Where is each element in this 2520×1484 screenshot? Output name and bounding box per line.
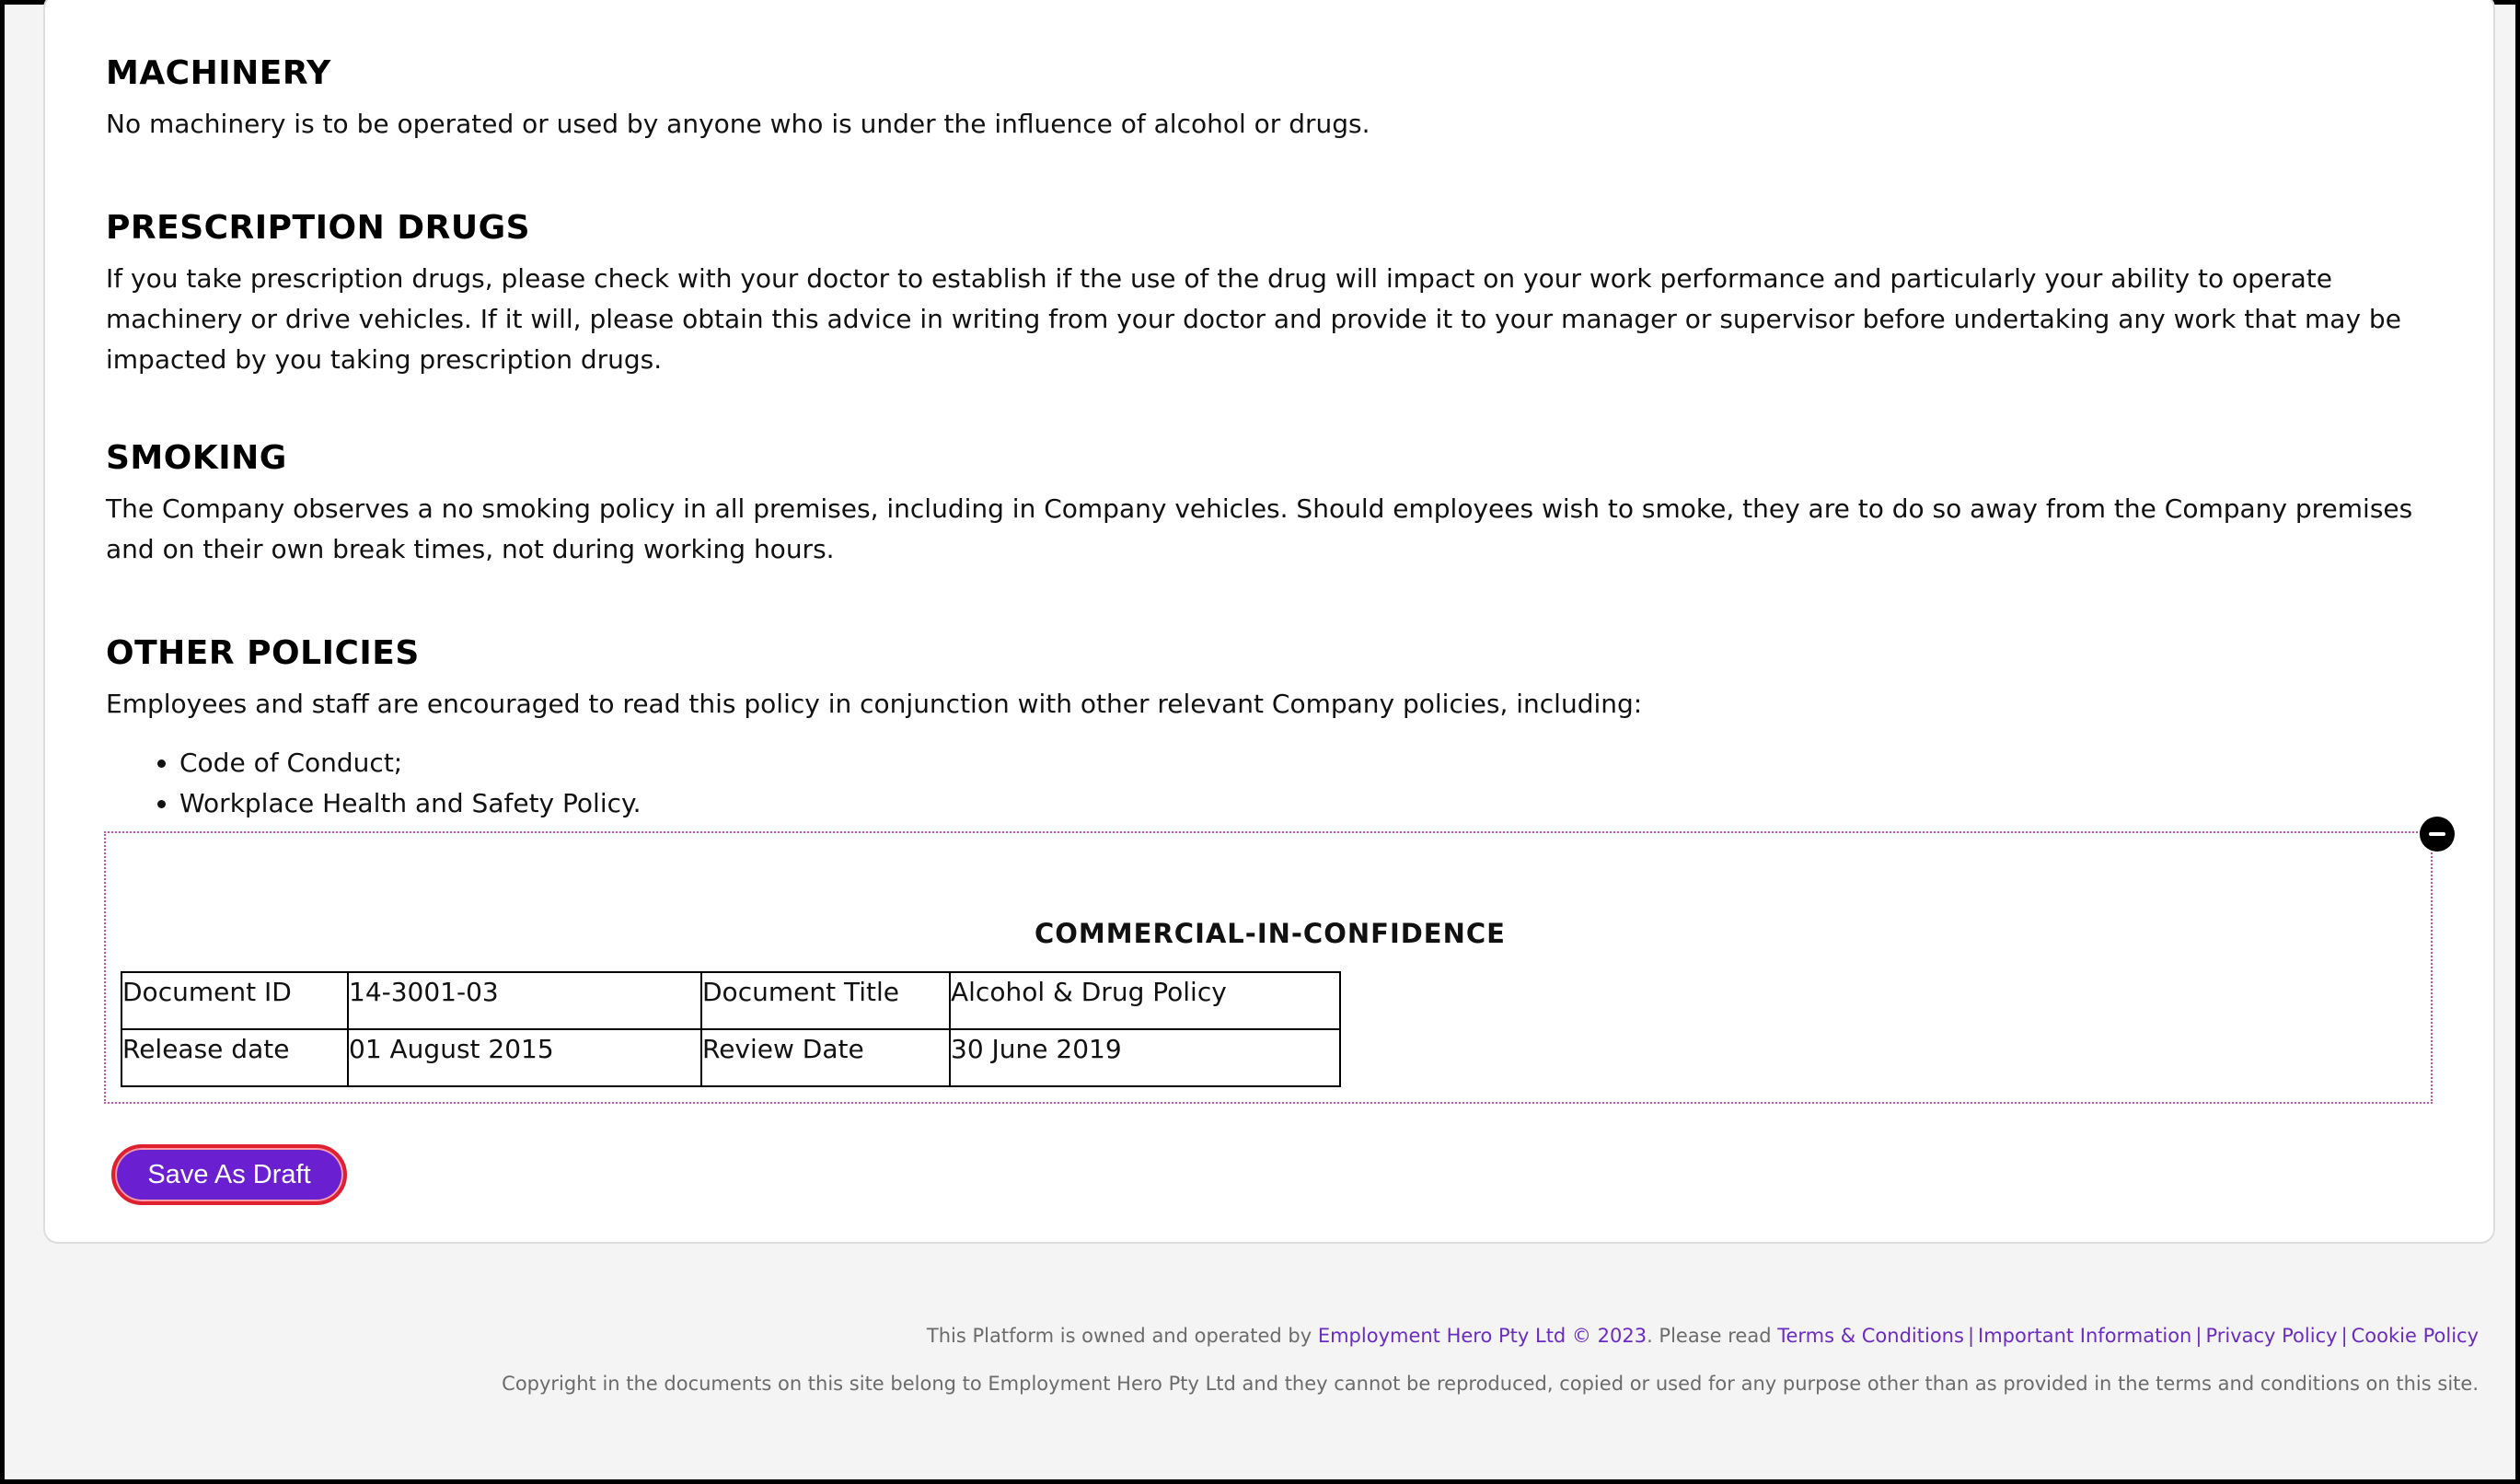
footer-separator: | <box>1967 1325 1975 1347</box>
section-heading-smoking: SMOKING <box>106 439 287 477</box>
table-cell: 30 June 2019 <box>950 1029 1340 1086</box>
other-policies-list <box>106 743 641 824</box>
save-as-draft-button[interactable]: Save As Draft <box>111 1144 347 1205</box>
confidential-block[interactable] <box>104 831 2433 1104</box>
table-cell: Release date <box>121 1029 348 1086</box>
table-cell: Alcohol & Drug Policy <box>950 972 1340 1029</box>
remove-block-icon[interactable] <box>2420 817 2455 852</box>
table-row <box>121 972 1340 1029</box>
list-item: • Workplace Health and Safety Policy. <box>179 783 641 824</box>
policy-card <box>43 0 2495 1244</box>
table-cell: 14-3001-03 <box>348 972 701 1029</box>
list-item: • Code of Conduct; <box>179 743 641 783</box>
footer-separator: | <box>2195 1325 2202 1347</box>
footer-important-info-link[interactable]: Important Information <box>1978 1325 2192 1347</box>
footer-terms-link[interactable]: Terms & Conditions <box>1777 1325 1964 1347</box>
table-row <box>121 1029 1340 1086</box>
table-cell: 01 August 2015 <box>348 1029 701 1086</box>
section-body-other-policies: Employees and staff are encouraged to read this policy in conjunction with other relevant Company policies, including: <box>106 689 1643 719</box>
footer-copyright: Copyright in the documents on this site belong to Employment Hero Pty Ltd and they cannot be reproduced, copied or used for any purpose other than as provided in the terms and conditions on this site. <box>502 1373 2479 1395</box>
footer-company-link[interactable]: Employment Hero Pty Ltd © 2023 <box>1317 1325 1647 1347</box>
document-meta-table <box>121 971 1341 1087</box>
table-cell: Document ID <box>121 972 348 1029</box>
table-cell: Document Title <box>701 972 950 1029</box>
section-heading-machinery: MACHINERY <box>106 54 331 92</box>
footer-privacy-link[interactable]: Privacy Policy <box>2205 1325 2338 1347</box>
section-body-machinery: No machinery is to be operated or used by anyone who is under the influence of alcohol or drugs. <box>106 109 1370 139</box>
section-body-smoking: The Company observes a no smoking policy in all premises, including in Company vehicles. Should employees wish to smoke, they are to do so away from the Company premises and on their own break times, not during working hours. <box>106 493 2413 564</box>
confidential-title: COMMERCIAL-IN-CONFIDENCE <box>1035 918 1506 949</box>
section-heading-other-policies: OTHER POLICIES <box>106 634 420 672</box>
footer-separator: | <box>2341 1325 2348 1347</box>
section-heading-prescription-drugs: PRESCRIPTION DRUGS <box>106 209 531 247</box>
footer-ownership <box>927 1325 2479 1347</box>
section-body-prescription-drugs: If you take prescription drugs, please check with your doctor to establish if the use of the drug will impact on your work performance and particularly your ability to operate machinery or drive vehicles. If it will, please obtain this advice in writing from your doctor and provide it to your manager or supervisor before undertaking any work that may be impacted by you taking prescription drugs. <box>106 263 2401 375</box>
footer-owned-text: This Platform is owned and operated by <box>926 1325 1318 1347</box>
footer-please-read: . Please read <box>1647 1325 1778 1347</box>
footer-cookie-link[interactable]: Cookie Policy <box>2351 1325 2479 1347</box>
table-cell: Review Date <box>701 1029 950 1086</box>
